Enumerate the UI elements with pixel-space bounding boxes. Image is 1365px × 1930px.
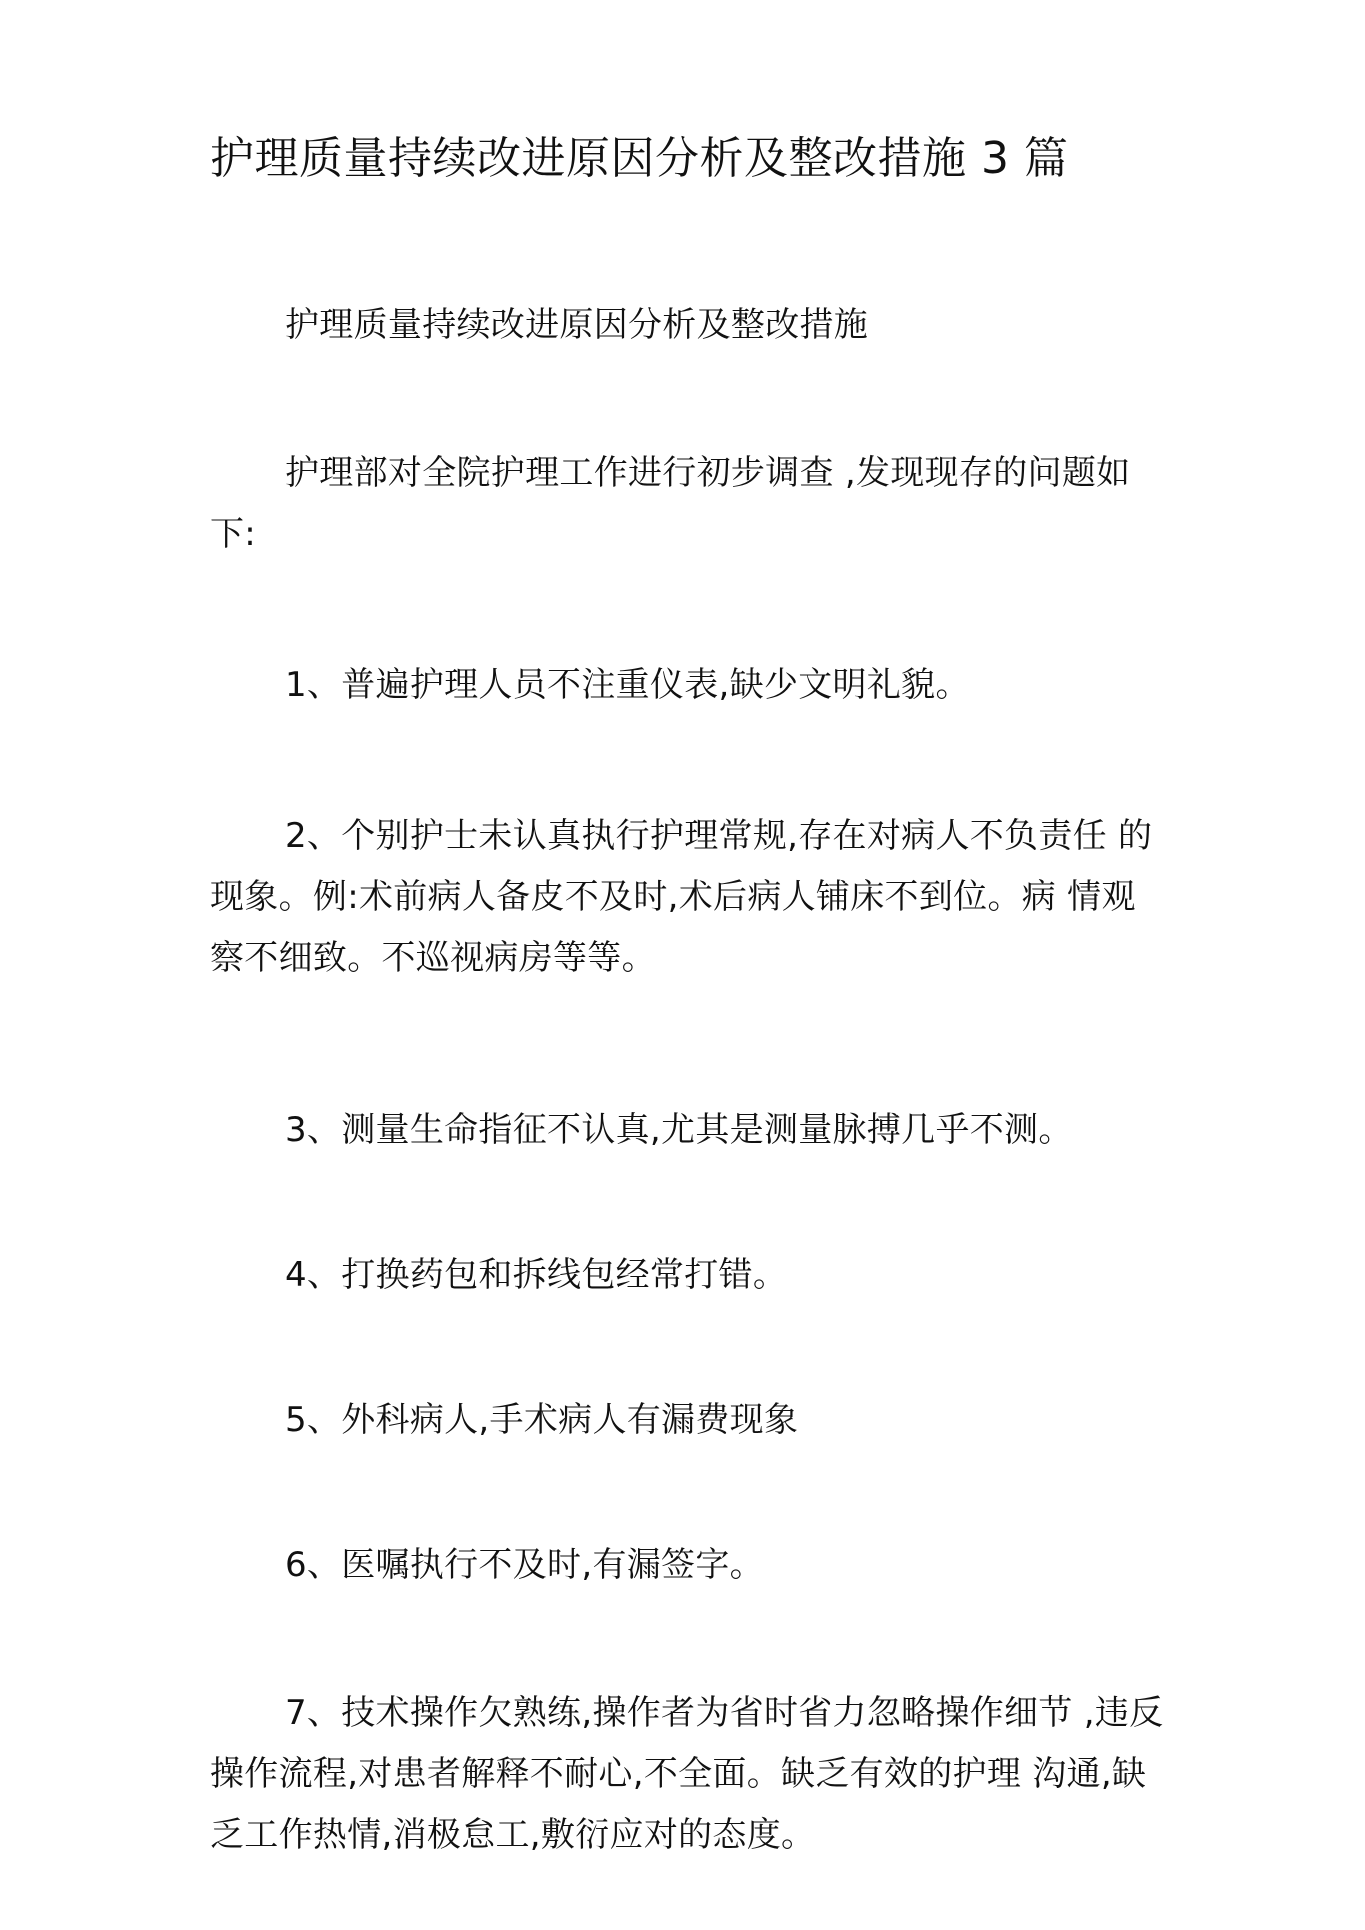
list-item-3: 3、测量生命指征不认真,尤其是测量脉搏几乎不测。 — [285, 1110, 1073, 1150]
list-item-6: 6、医嘱执行不及时,有漏签字。 — [285, 1545, 764, 1585]
section-heading: 护理质量持续改进原因分析及整改措施 — [285, 305, 869, 345]
list-item-7: 7、技术操作欠熟练,操作者为省时省力忽略操作细节 ,违反操作流程,对患者解释不耐心,不全面。缺乏有效的护理 沟通,缺乏工作热情,消极怠工,敷衍应对的态度。 — [210, 1693, 1164, 1855]
intro-paragraph: 护理部对全院护理工作进行初步调查 ,发现现存的问题如下: — [210, 453, 1131, 554]
list-item-5: 5、外科病人,手术病人有漏费现象 — [285, 1400, 799, 1440]
list-item-4: 4、打换药包和拆线包经常打错。 — [285, 1255, 788, 1295]
list-item-2: 2、个别护士未认真执行护理常规,存在对病人不负责任 的现象。例:术前病人备皮不及时,术后病人铺床不到位。病 情观察不细致。不巡视病房等等。 — [210, 816, 1153, 978]
list-item-1: 1、普遍护理人员不注重仪表,缺少文明礼貌。 — [285, 665, 970, 705]
document-title: 护理质量持续改进原因分析及整改措施 3 篇 — [210, 133, 1069, 184]
